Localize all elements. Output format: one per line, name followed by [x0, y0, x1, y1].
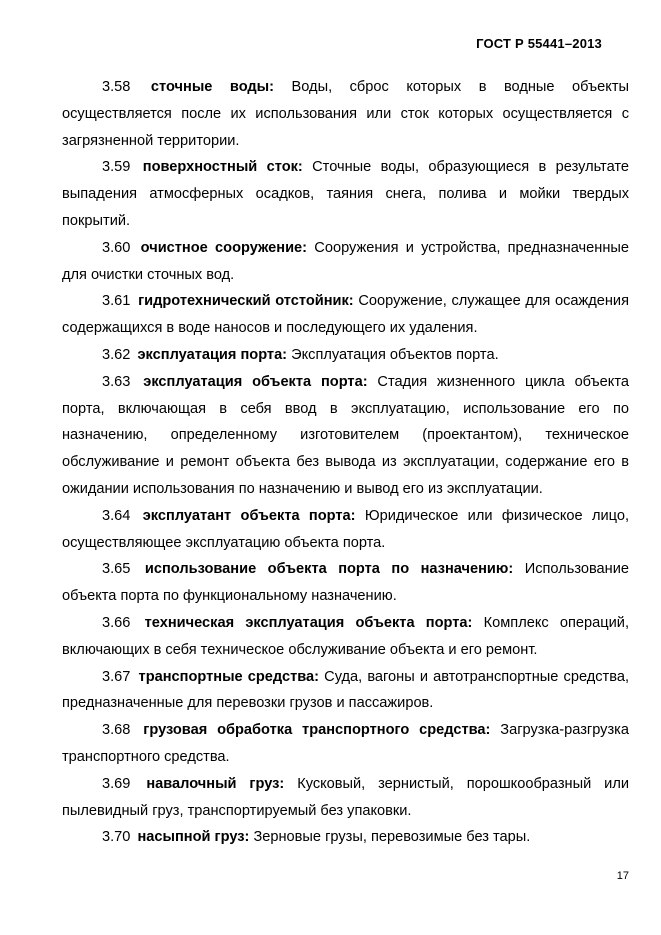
- term-entry: [62, 771, 629, 825]
- term-number: 3.69: [102, 775, 131, 792]
- term-definition: Зерновые грузы, перевозимые без тары.: [253, 829, 531, 846]
- term-definition: Использование объекта порта по функциональному назначению.: [62, 561, 629, 605]
- term-definition: Сточные воды, образующиеся в результате выпадения атмосферных осадков, таяния снега, полива и мойки твердых покрытий.: [62, 159, 629, 229]
- term-definition: Загрузка-разгрузка транспортного средства.: [62, 722, 629, 765]
- term-entry: [62, 717, 629, 771]
- term-number: 3.59: [102, 159, 131, 176]
- term-number: 3.58: [102, 79, 131, 95]
- term-entry: [62, 74, 629, 154]
- term-number: 3.67: [102, 668, 131, 685]
- term-entry: [62, 503, 629, 557]
- term-number: 3.60: [102, 239, 131, 256]
- term-name: грузовая обработка транспортного средства:: [143, 722, 491, 739]
- term-entry: [62, 235, 629, 289]
- term-entry: [62, 824, 629, 851]
- term-name: использование объекта порта по назначению:: [144, 561, 514, 578]
- term-number: 3.66: [102, 614, 131, 631]
- term-name: навалочный груз:: [146, 775, 285, 792]
- term-definition: Эксплуатация объектов порта.: [291, 346, 499, 363]
- term-definition: Кусковый, зернистый, порошкообразный или пылевидный груз, транспортируемый без упаковки.: [62, 775, 629, 819]
- term-definition: Стадия жизненного цикла объекта порта, включающая в себя ввод в эксплуатацию, использование его по назначению, определенному изготовителем (проектантом), техническое обслуживание и ремонт объекта без вывода из эксплуатации, содержание его в ожидании использования по назначению и вывод его из эксплуатации.: [62, 373, 629, 497]
- term-name: транспортные средства:: [138, 668, 320, 685]
- term-entry: [62, 556, 629, 610]
- term-name: техническая эксплуатация объекта порта:: [144, 614, 473, 631]
- term-name: эксплуатация объекта порта:: [143, 373, 368, 390]
- term-name: сточные воды:: [150, 79, 275, 95]
- term-number: 3.64: [102, 507, 131, 524]
- term-number: 3.70: [102, 829, 131, 846]
- term-definition: Комплекс операций, включающих в себя техническое обслуживание объекта и его ремонт.: [62, 614, 629, 658]
- term-entry: [62, 610, 629, 664]
- term-number: 3.63: [102, 373, 131, 390]
- term-name: гидротехнический отстойник:: [138, 293, 354, 310]
- document-standard-header: ГОСТ Р 55441–2013: [476, 36, 602, 51]
- term-number: 3.62: [102, 346, 131, 363]
- term-definition: Суда, вагоны и автотранспортные средства, предназначенные для перевозки грузов и пассажиров.: [62, 668, 629, 712]
- term-definition: Юридическое или физическое лицо, осуществляющее эксплуатацию объекта порта.: [62, 507, 629, 551]
- term-entry: [62, 369, 629, 503]
- term-number: 3.61: [102, 293, 131, 310]
- term-entry: [62, 342, 629, 369]
- term-entry: [62, 288, 629, 342]
- term-name: очистное сооружение:: [140, 239, 308, 256]
- term-definition: Сооружение, служащее для осаждения содержащихся в воде наносов и последующего их удаления.: [62, 293, 629, 337]
- term-name: эксплуатант объекта порта:: [142, 507, 356, 524]
- terms-list: [62, 74, 629, 851]
- term-definition: Воды, сброс которых в водные объекты осуществляется после их использования или сток которых осуществляется с загрязненной территории.: [62, 79, 629, 149]
- page-number: 17: [616, 870, 629, 882]
- term-name: эксплуатация порта:: [137, 346, 288, 363]
- term-name: поверхностный сток:: [142, 159, 303, 176]
- term-number: 3.65: [102, 561, 131, 578]
- term-entry: [62, 664, 629, 718]
- term-name: насыпной груз:: [137, 829, 250, 846]
- term-number: 3.68: [102, 722, 131, 739]
- term-definition: Сооружения и устройства, предназначенные для очистки сточных вод.: [62, 239, 629, 283]
- term-entry: [62, 154, 629, 234]
